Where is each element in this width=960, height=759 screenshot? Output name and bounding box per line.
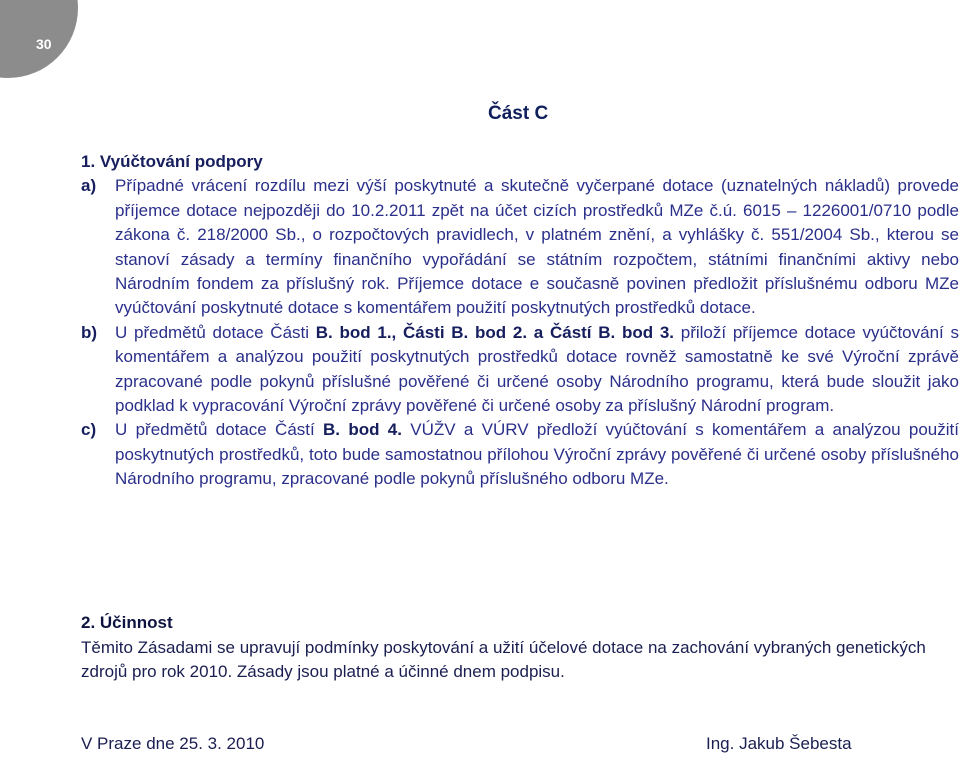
paragraph-c: [81, 418, 959, 491]
paragraph-c-label: c): [81, 420, 97, 440]
paragraph-c-bold: B. bod 4.: [323, 420, 402, 440]
paragraph-b-rest: přiloží příjemce dotace vyúčtování s komentářem a analýzou použití poskytnutých prostředků dotace rovněž samostatně ke své Výroční zprávě zpracované podle pokynů příslušné pověřené či určené osoby Národního programu, která bude sloužit jako podklad k vypracování Výroční zprávy pověřené či určené osoby za příslušný Národní program.: [115, 322, 959, 416]
page-number: 30: [36, 36, 52, 52]
ucinnost-text: Těmito Zásadami se upravují podmínky poskytování a užití účelové dotace na zachování vybraných genetických zdrojů pro rok 2010. Zásady jsou platné a účinné dnem podpisu.: [81, 637, 926, 682]
paragraph-c-text: [115, 418, 959, 491]
paragraph-a-text: Případné vrácení rozdílu mezi výší poskytnuté a skutečně vyčerpané dotace (uznatelných nákladů) provede příjemce dotace nejpozději do 10.2.2011 zpět na účet cizích prostředků MZe č.ú. 6015 – 1226001/0710 podle zákona č. 218/2000 Sb., o rozpočtových pravidlech, v platném znění, a vyhlášky č. 551/2004 Sb., kterou se stanoví zásady a termíny finančního vypořádání se státním rozpočtem, státními finančními aktivy nebo Národním fondem za příslušný rok. Příjemce dotace e současně povinen předložit příslušnému odboru MZe vyúčtování poskytnuté dotace s komentářem použití poskytnutých prostředků dotace.: [115, 176, 959, 318]
paragraph-a: [81, 174, 959, 320]
paragraph-c-intro: U předmětů dotace Částí: [115, 420, 324, 440]
paragraph-b-bold: B. bod 1., Části B. bod 2. a Částí B. bod 3.: [315, 322, 675, 342]
paragraph-a-label: a): [81, 176, 97, 196]
paragraph-b-label: b): [81, 322, 98, 342]
paragraph-b-intro: U předmětů dotace Části: [115, 322, 316, 342]
section-title: Část C: [488, 103, 549, 124]
place-date: V Praze dne 25. 3. 2010: [81, 734, 265, 753]
ucinnost-heading: 2. Účinnost: [81, 613, 173, 632]
paragraph-b: [81, 321, 959, 419]
ucinnost-section: [81, 611, 959, 685]
paragraph-c-rest: VÚŽV a VÚRV předloží vyúčtování s komentářem a analýzou použití poskytnutých prostředků, toto bude samostatnou přílohou Výroční zprávy pověřené či určené osoby příslušného Národního programu, zpracované podle pokynů příslušného odboru MZe.: [115, 420, 959, 489]
paragraph-b-text: [115, 321, 959, 419]
vyuctovani-heading: 1. Vyúčtování podpory: [81, 152, 263, 171]
vyuctovani-section: [81, 150, 959, 492]
signatory-name: Ing. Jakub Šebesta: [706, 734, 852, 753]
